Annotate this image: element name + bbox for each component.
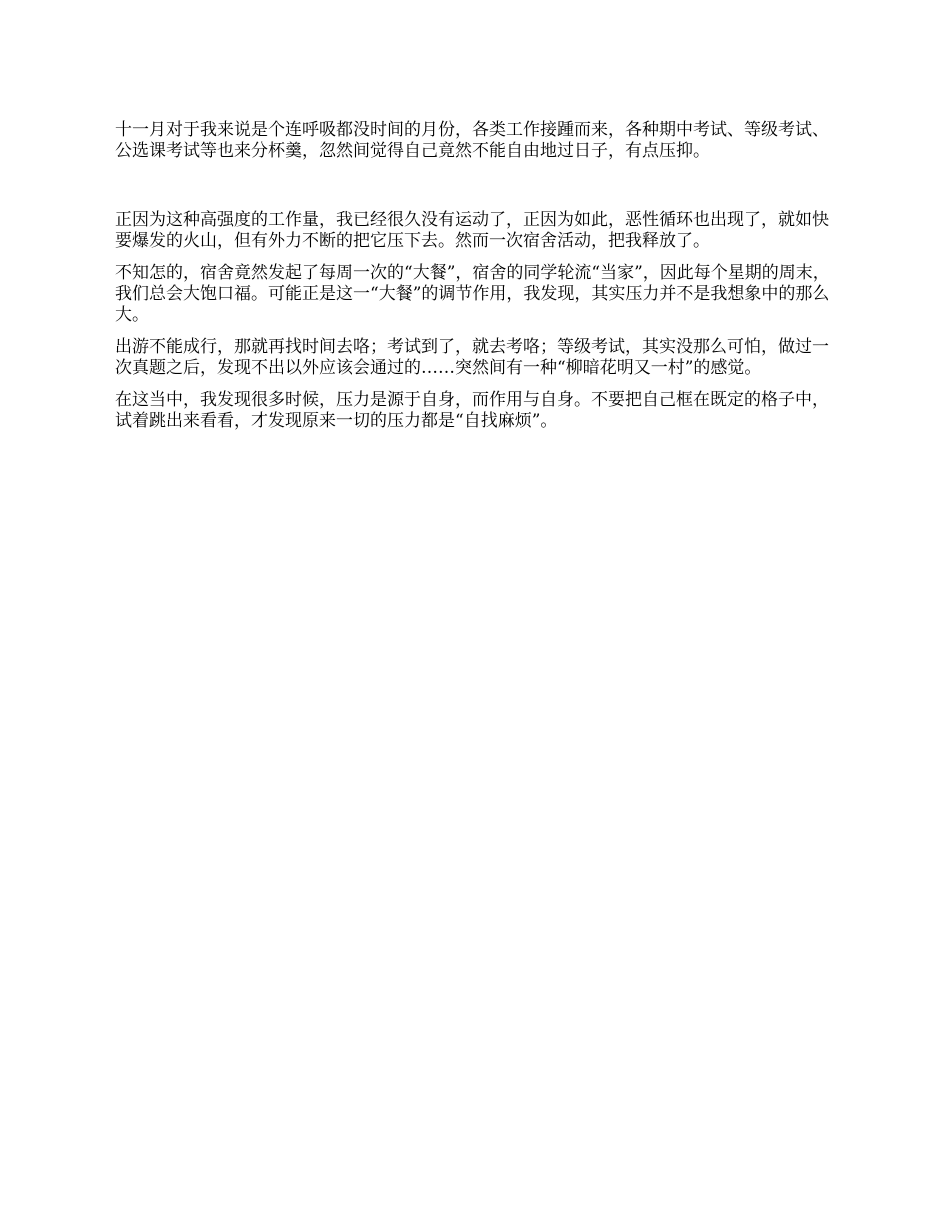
paragraph-5: 在这当中，我发现很多时候，压力是源于自身，而作用与自身。不要把自己框在既定的格子中，试着跳出来看看，才发现原来一切的压力都是“自找麻烦”。 — [115, 390, 829, 431]
paragraph-4: 出游不能成行，那就再找时间去咯；考试到了，就去考咯；等级考试，其实没那么可怕，做过一次真题之后，发现不出以外应该会通过的……突然间有一种“柳暗花明又一村”的感觉。 — [115, 337, 829, 378]
document-body — [115, 120, 840, 432]
paragraph-3: 不知怎的，宿舍竟然发起了每周一次的“大餐”，宿舍的同学轮流“当家”，因此每个星期的周末，我们总会大饱口福。可能正是这一“大餐”的调节作用，我发现，其实压力并不是我想象中的那么大。 — [115, 263, 830, 325]
paragraph-1: 十一月对于我来说是个连呼吸都没时间的月份，各类工作接踵而来，各种期中考试、等级考试、公选课考试等也来分杯羹，忽然间觉得自己竟然不能自由地过日子，有点压抑。 — [115, 120, 829, 161]
paragraph-2: 正因为这种高强度的工作量，我已经很久没有运动了，正因为如此，恶性循环也出现了，就如快要爆发的火山，但有外力不断的把它压下去。然而一次宿舍活动，把我释放了。 — [115, 210, 829, 251]
